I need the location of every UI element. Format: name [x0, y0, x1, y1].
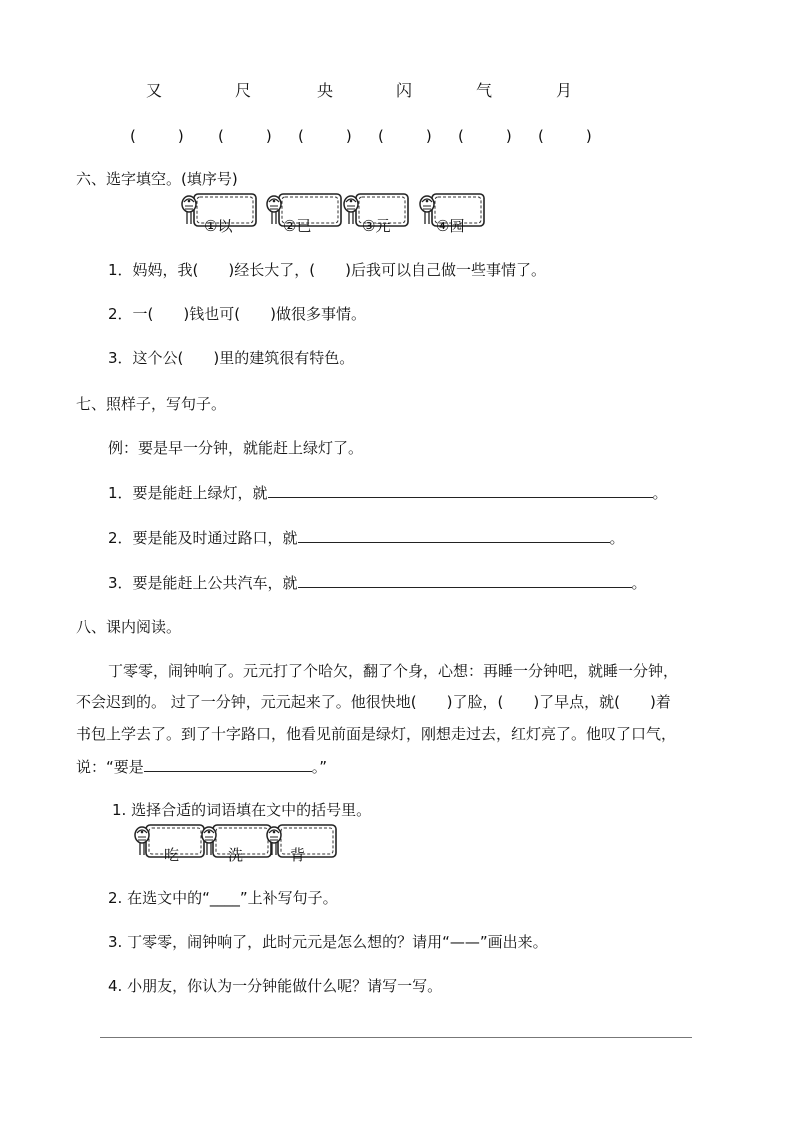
char-5: 气	[476, 81, 493, 100]
passage-line-1: 丁零零，闹钟响了。元元打了个哈欠，翻了个身，心想：再睡一分钟吧，就睡一分钟，	[108, 662, 679, 680]
section8-heading: 八、课内阅读。	[76, 618, 182, 636]
paren-4[interactable]: ( )	[378, 127, 436, 145]
char-6: 月	[556, 81, 573, 100]
word-label-1: 吃	[164, 846, 180, 864]
passage-line-4-prefix: 说：“要是	[76, 758, 144, 776]
section7-example: 例：要是早一分钟，就能赶上绿灯了。	[108, 439, 364, 457]
section8-question-1: 1. 选择合适的词语填在文中的括号里。	[112, 801, 372, 819]
item-suffix: 。	[609, 529, 625, 547]
item-prefix: 2．要是能及时通过路口，就	[108, 529, 298, 547]
option-label-2: ②已	[283, 217, 312, 235]
paren-1[interactable]: ( )	[130, 127, 188, 145]
word-label-3: 背	[290, 846, 306, 864]
section7-item-1	[108, 481, 668, 504]
item-suffix: 。	[631, 574, 647, 592]
word-tag-2	[201, 821, 273, 864]
char-4: 闪	[396, 81, 413, 100]
paren-5[interactable]: ( )	[458, 127, 516, 145]
passage-answer-line[interactable]	[144, 755, 312, 772]
item-prefix: 1．要是能赶上绿灯，就	[108, 484, 268, 502]
section8-question-4: 4. 小朋友，你认为一分钟能做什么呢？请写一写。	[108, 977, 443, 995]
passage-line-2: 不会迟到的。 过了一分钟，元元起来了。他很快地( )了脸，( )了早点，就( )着	[76, 693, 671, 711]
char-3: 央	[317, 81, 334, 100]
passage-line-3: 书包上学去了。到了十字路口，他看见前面是绿灯，刚想走过去，红灯亮了。他叹了口气，	[76, 725, 677, 743]
paren-2[interactable]: ( )	[218, 127, 276, 145]
paren-6[interactable]: ( )	[538, 127, 596, 145]
option-label-4: ④园	[436, 217, 465, 235]
answer-line-2[interactable]	[298, 526, 610, 543]
section8-question-3: 3. 丁零零，闹钟响了，此时元元是怎么想的？请用“——”画出来。	[108, 933, 548, 951]
option-tag-3	[342, 190, 422, 235]
section7-heading: 七、照样子，写句子。	[76, 395, 227, 413]
section7-item-2	[108, 526, 625, 549]
section6-heading: 六、选字填空。(填序号)	[76, 170, 238, 188]
section7-item-3	[108, 571, 647, 594]
word-tag-1	[134, 821, 206, 864]
item-prefix: 3．要是能赶上公共汽车，就	[108, 574, 298, 592]
char-1: 又	[146, 81, 163, 100]
section6-question-1: 1．妈妈，我( )经长大了，( )后我可以自己做一些事情了。	[108, 261, 546, 279]
item-suffix: 。	[652, 484, 668, 502]
option-tag-4	[418, 190, 498, 235]
option-tag-1	[180, 190, 260, 235]
option-tag-2	[265, 190, 345, 235]
section6-question-3: 3．这个公( )里的建筑很有特色。	[108, 349, 355, 367]
answer-line-1[interactable]	[268, 481, 653, 498]
passage-line-4-suffix: 。”	[311, 758, 328, 776]
passage-line-4	[76, 755, 327, 778]
paren-3[interactable]: ( )	[298, 127, 356, 145]
char-2: 尺	[235, 81, 252, 100]
section8-question-2: 2. 在选文中的“____”上补写句子。	[108, 889, 338, 907]
word-tag-3	[266, 821, 338, 864]
option-label-3: ③元	[362, 217, 391, 235]
answer-line-3[interactable]	[298, 571, 632, 588]
word-label-2: 洗	[228, 846, 244, 864]
page-divider	[100, 1037, 692, 1038]
option-label-1: ①以	[204, 217, 233, 235]
section6-question-2: 2．一( )钱也可( )做很多事情。	[108, 305, 366, 323]
